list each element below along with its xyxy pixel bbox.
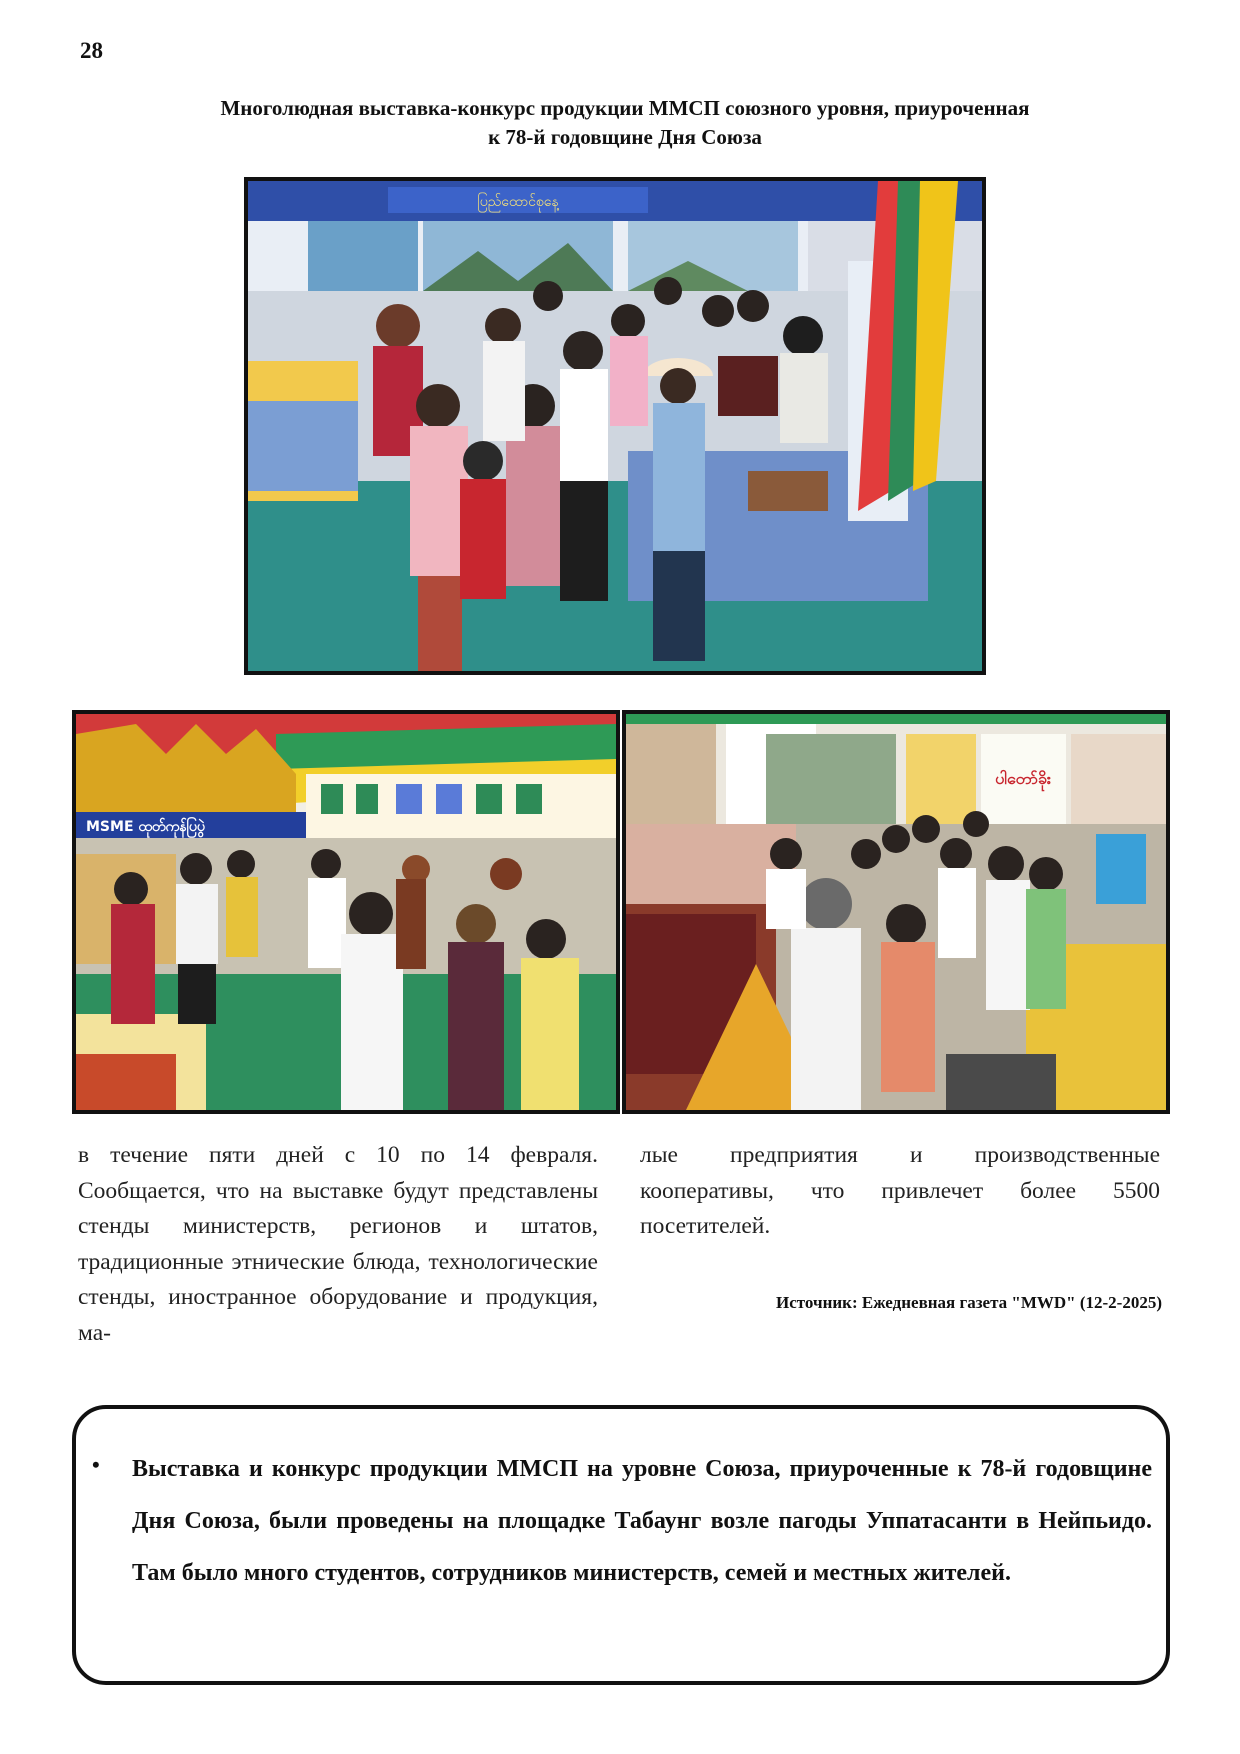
article-source: Источник: Ежедневная газета "MWD" (12-2-2025) [776,1293,1162,1312]
summary-bullet: • [92,1452,100,1477]
right-banner-text: ပါတော်ခိုး [995,769,1051,788]
photo-exhibition-crowd [244,177,986,675]
photo-msme-pavilion [72,710,620,1114]
photo-products-hall [622,710,1170,1114]
left-banner-text: MSME ထုတ်ကုန်ပြပွဲ [86,819,205,835]
page-title-line-1: Многолюдная выставка-конкурс продукции ММСП союзного уровня, приуроченная [220,96,1030,120]
article-column-left: в течение пяти дней с 10 по 14 февраля. Сообщается, что на выставке будут представлены стенды министерств, регионов и штатов, традиционные этнические блюда, технологические стенды, иностранное оборудование и продукция, ма- [78,1142,598,1346]
article-column-right: лые предприятия и производственные кооперативы, что привлечет более 5500 посетителей. [640,1142,1160,1239]
page-number: 28 [80,38,103,63]
page-title-line-2: к 78-й годовщине Дня Союза [488,125,762,149]
summary-text: Выставка и конкурс продукции ММСП на уровне Союза, приуроченные к 78-й годовщине Дня Союза, были проведены на площадке Табаунг возле пагоды Уппатасанти в Нейпьидо. Там было много студентов, сотрудников министерств, семей и местных жителей. [132,1456,1152,1586]
page-title [110,94,1140,152]
main-banner-text: ပြည်ထောင်စုနေ့ [477,194,559,210]
